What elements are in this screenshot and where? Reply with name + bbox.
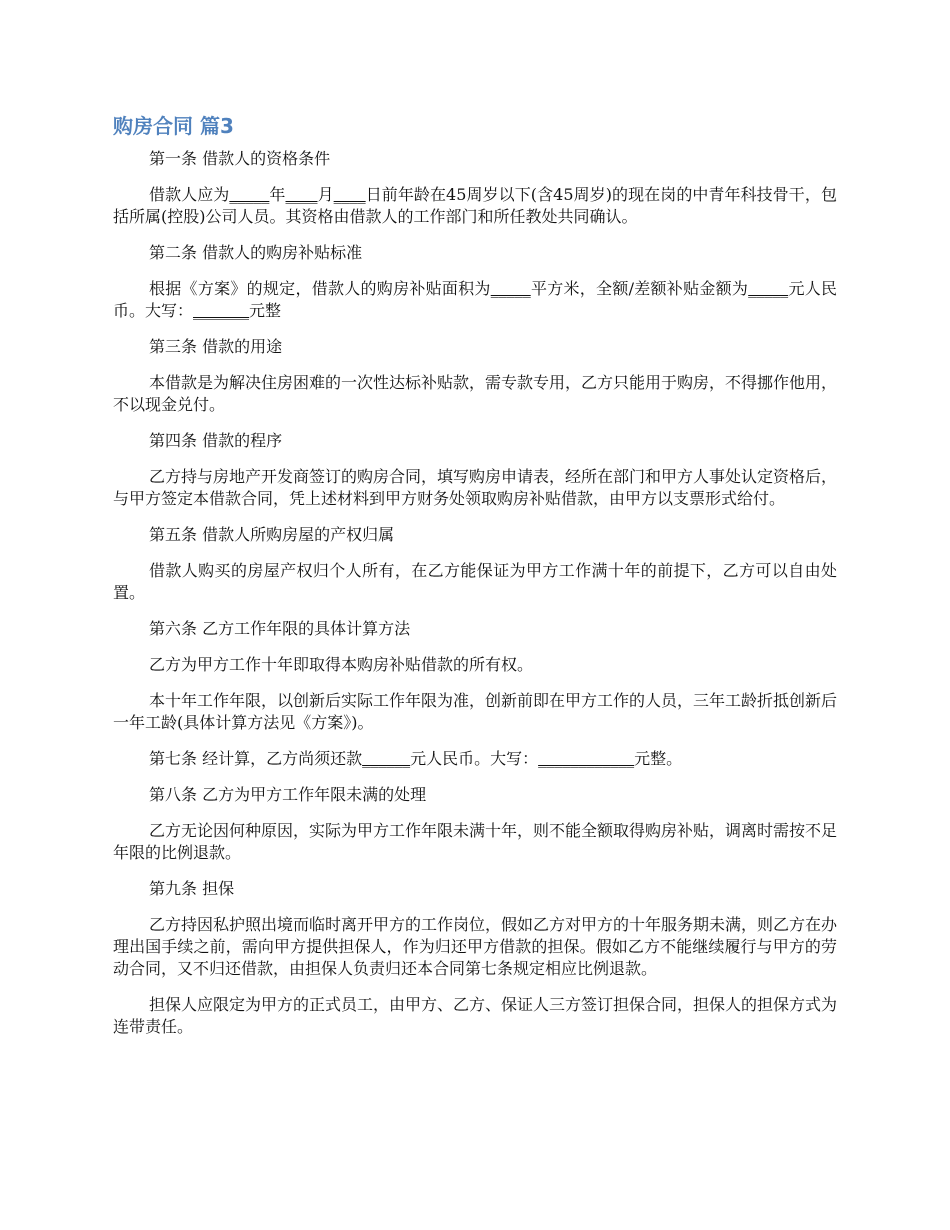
text: 第八条 乙方为甲方工作年限未满的处理 bbox=[149, 785, 427, 804]
fill-blank-day: ____ bbox=[333, 185, 366, 204]
clause-8-text bbox=[113, 820, 837, 864]
clause-8-heading bbox=[113, 784, 837, 806]
text: 第九条 担保 bbox=[149, 879, 235, 898]
text: 本借款是为解决住房困难的一次性达标补贴款，需专款专用，乙方只能用于购房，不得挪作他用，不以现金兑付。 bbox=[113, 373, 838, 414]
text: 乙方持因私护照出境而临时离开甲方的工作岗位，假如乙方对甲方的十年服务期未满，则乙方在办理出国手续之前，需向甲方提供担保人，作为归还甲方借款的担保。假如乙方不能继续履行与甲方的劳动合同，又不归还借款，由担保人负责归还本合同第七条规定相应比例退款。 bbox=[113, 915, 838, 978]
text: 乙方无论因何种原因，实际为甲方工作年限未满十年，则不能全额取得购房补贴，调离时需按不足年限的比例退款。 bbox=[113, 821, 838, 862]
clause-1-text bbox=[113, 184, 837, 228]
text: 担保人应限定为甲方的正式员工，由甲方、乙方、保证人三方签订担保合同，担保人的担保方式为连带责任。 bbox=[113, 995, 838, 1036]
fill-blank-amount-words: _______ bbox=[193, 301, 250, 320]
clause-6-heading bbox=[113, 618, 837, 640]
fill-blank-year: _____ bbox=[229, 185, 270, 204]
text: 元整。 bbox=[634, 749, 683, 768]
fill-blank-month: ____ bbox=[285, 185, 318, 204]
fill-blank-amount: _____ bbox=[748, 279, 789, 298]
text: 平方米，全额/差额补贴金额为 bbox=[530, 279, 749, 298]
clause-6-text bbox=[113, 654, 837, 676]
text: 第五条 借款人所购房屋的产权归属 bbox=[149, 525, 395, 544]
clause-2-text bbox=[113, 278, 837, 322]
text: 元人民币。大写： bbox=[113, 279, 837, 320]
clause-9-text-2 bbox=[113, 994, 837, 1038]
clause-3-text bbox=[113, 372, 837, 416]
text: 第六条 乙方工作年限的具体计算方法 bbox=[149, 619, 411, 638]
fill-blank-repay-words: ____________ bbox=[538, 749, 635, 768]
text: 借款人应为 bbox=[149, 185, 230, 204]
text: 第四条 借款的程序 bbox=[149, 431, 283, 450]
document-title: 购房合同 篇3 bbox=[113, 114, 234, 138]
text: 借款人购买的房屋产权归个人所有，在乙方能保证为甲方工作满十年的前提下，乙方可以自由处置。 bbox=[113, 561, 837, 602]
text: 日前年龄在45周岁以下(含45周岁)的现在岗的中青年科技骨干，包括所属(控股)公司人员。其资格由借款人的工作部门和所任教处共同确认。 bbox=[113, 185, 837, 226]
clause-2-heading bbox=[113, 242, 837, 264]
clause-9-heading bbox=[113, 878, 837, 900]
text: 年 bbox=[269, 185, 286, 204]
fill-blank-area: _____ bbox=[490, 279, 531, 298]
clause-4-text bbox=[113, 466, 837, 510]
clause-4-heading bbox=[113, 430, 837, 452]
text: 第七条 经计算，乙方尚须还款 bbox=[149, 749, 363, 768]
text: 元人民币。大写： bbox=[410, 749, 539, 768]
clause-1-heading bbox=[113, 148, 837, 170]
text: 第一条 借款人的资格条件 bbox=[149, 149, 331, 168]
text: 第二条 借款人的购房补贴标准 bbox=[149, 243, 363, 262]
document-body bbox=[113, 148, 837, 1038]
text: 乙方为甲方工作十年即取得本购房补贴借款的所有权。 bbox=[149, 655, 534, 674]
text: 元整 bbox=[249, 301, 282, 320]
clause-5-text bbox=[113, 560, 837, 604]
clause-6-text-2 bbox=[113, 690, 837, 734]
text: 本十年工作年限，以创新后实际工作年限为准，创新前即在甲方工作的人员，三年工龄折抵创新后一年工龄(具体计算方法见《方案》)。 bbox=[113, 691, 838, 732]
clause-5-heading bbox=[113, 524, 837, 546]
fill-blank-repay-amount: ______ bbox=[362, 749, 411, 768]
text: 月 bbox=[317, 185, 334, 204]
clause-9-text bbox=[113, 914, 837, 980]
clause-7-text bbox=[113, 748, 837, 770]
text: 乙方持与房地产开发商签订的购房合同，填写购房申请表，经所在部门和甲方人事处认定资格后，与甲方签定本借款合同，凭上述材料到甲方财务处领取购房补贴借款，由甲方以支票形式给付。 bbox=[113, 467, 838, 508]
text: 第三条 借款的用途 bbox=[149, 337, 283, 356]
text: 根据《方案》的规定，借款人的购房补贴面积为 bbox=[149, 279, 491, 298]
clause-3-heading bbox=[113, 336, 837, 358]
